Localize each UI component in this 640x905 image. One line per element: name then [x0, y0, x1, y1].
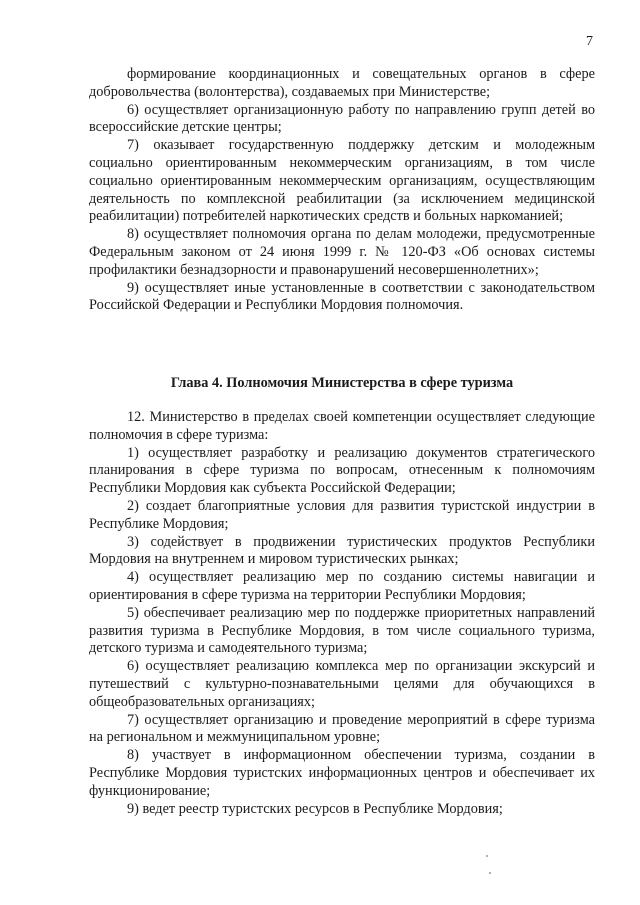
scan-speck — [489, 872, 491, 874]
scan-speck — [486, 855, 488, 857]
section-tourism-powers — [89, 409, 595, 818]
paragraph-tourism-item-2: 2) создает благоприятные условия для развития туристской индустрии в Республике Мордовия; — [89, 497, 595, 532]
paragraph-tourism-item-3: 3) содействует в продвижении туристических продуктов Республики Мордовия на внутреннем и мировом туристических рынках; — [89, 533, 595, 568]
paragraph-item-7-nko-support: 7) оказывает государственную поддержку детским и молодежным социально ориентированным некоммерческим организациям, в том числе социально ориентированным некоммерческим организациям, осуществляющим деятельность по комплексной реабилитации (за исключением медицинской реабилитации) потребителей наркотических средств и больных наркоманией; — [89, 137, 595, 225]
paragraph-tourism-item-1: 1) осуществляет разработку и реализацию документов стратегического планирования в сфере туризма по вопросам, отнесенным к полномочиям Республики Мордовия как субъекта Российской Федерации; — [89, 444, 595, 497]
paragraph-item-9-other-powers: 9) осуществляет иные установленные в соответствии с законодательством Российской Федерации и Республики Мордовия полномочия. — [89, 279, 595, 314]
paragraph-volunteer-bodies: формирование координационных и совещательных органов в сфере добровольчества (волонтерства), создаваемых при Министерстве; — [89, 66, 595, 100]
paragraph-tourism-item-6: 6) осуществляет реализацию комплекса мер по организации экскурсий и путешествий с культурно-познавательными целями для обучающихся в общеобразовательных организациях; — [89, 658, 595, 710]
paragraph-item-6-children-centers: 6) осуществляет организационную работу по направлению групп детей во всероссийские детские центры; — [89, 101, 595, 136]
paragraph-item-8-youth-affairs: 8) осуществляет полномочия органа по делам молодежи, предусмотренные Федеральным законом от 24 июня 1999 г. № 120-ФЗ «Об основах системы профилактики безнадзорности и правонарушений несовершеннолетних»; — [89, 226, 595, 278]
paragraph-tourism-item-8: 8) участвует в информационном обеспечении туризма, создании в Республике Мордовия туристских информационных центров и обеспечивает их функционирование; — [89, 747, 595, 799]
paragraph-tourism-item-4: 4) осуществляет реализацию мер по созданию системы навигации и ориентирования в сфере туризма на территории Республики Мордовия; — [89, 569, 595, 603]
page-number: 7 — [586, 34, 593, 49]
paragraph-clause-12-intro: 12. Министерство в пределах своей компетенции осуществляет следующие полномочия в сфере туризма: — [89, 409, 595, 443]
paragraph-tourism-item-7: 7) осуществляет организацию и проведение мероприятий в сфере туризма на региональном и межмуниципальном уровне; — [89, 711, 595, 746]
paragraph-tourism-item-5: 5) обеспечивает реализацию мер по поддержке приоритетных направлений развития туризма в Республике Мордовия, в том числе социального туризма, детского туризма и самодеятельного туризма; — [89, 604, 595, 657]
section-youth-powers — [89, 66, 595, 315]
chapter-title: Глава 4. Полномочия Министерства в сфере туризма — [170, 375, 514, 391]
paragraph-tourism-item-9: 9) ведет реестр туристских ресурсов в Республике Мордовия; — [127, 800, 503, 817]
